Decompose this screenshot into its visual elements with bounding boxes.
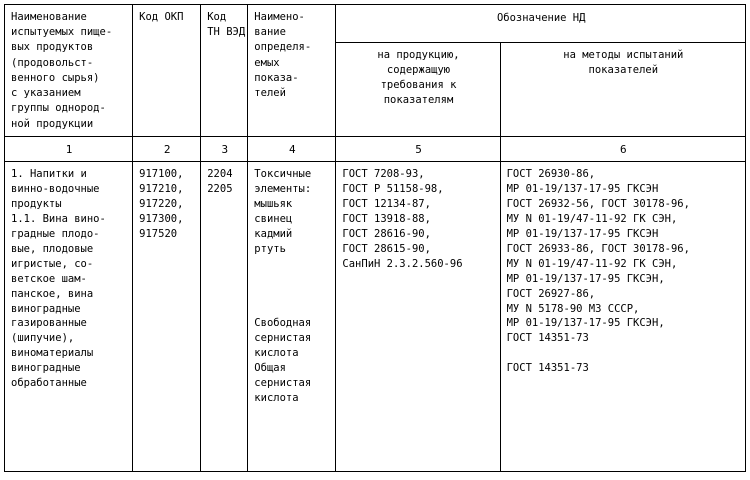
- header-line: Код ОКП: [139, 11, 184, 23]
- header-line: Наимено-: [254, 11, 305, 23]
- text-line: виноградные: [11, 302, 81, 315]
- header-line: емых: [254, 56, 280, 69]
- text-line: Общая: [254, 362, 286, 375]
- text-line: винно-водочные: [11, 183, 100, 196]
- text-line: 917210,: [139, 183, 184, 196]
- text-line: 2204: [207, 168, 233, 181]
- header-line: телей: [254, 87, 286, 100]
- column-number: 6: [500, 136, 745, 162]
- text-line: сернистая: [254, 332, 312, 345]
- header-line: вание: [254, 26, 286, 39]
- text-line: виноматериалы: [11, 347, 94, 360]
- spacer: [254, 257, 330, 272]
- text-line: 917520: [139, 227, 178, 240]
- cell-nd-product: [336, 162, 500, 472]
- text-line: 917100,: [139, 168, 184, 181]
- column-number: 4: [248, 136, 336, 162]
- header-cell-indicators: [248, 5, 336, 137]
- header-cell-nd-product: [336, 42, 500, 136]
- spacer: [254, 272, 330, 287]
- text-line: ГОСТ 13918-88,: [342, 213, 431, 226]
- header-line: Наименование: [11, 11, 87, 23]
- header-line: группы однород-: [11, 102, 106, 115]
- text-line: 1. Напитки и: [11, 168, 87, 181]
- text-line: игристые, со-: [11, 257, 94, 270]
- text-line: панское, вина: [11, 287, 94, 300]
- text-line: ГОСТ 7208-93,: [342, 168, 425, 181]
- header-line: показателей: [588, 63, 659, 76]
- text-line: ГОСТ 28615-90,: [342, 242, 431, 255]
- header-line: на методы испытаний: [563, 48, 684, 61]
- text-line: градные плодо-: [11, 227, 100, 240]
- column-number: 1: [5, 136, 133, 162]
- text-line: МР 01-19/137-17-95 ГКСЭН,: [506, 317, 665, 330]
- text-line: МР 01-19/137-17-95 ГКСЭН: [506, 183, 659, 196]
- table-row: [5, 162, 746, 472]
- text-line: ГОСТ Р 51158-98,: [342, 183, 444, 196]
- text-line: вые, плодовые: [11, 242, 94, 255]
- header-line: ной продукции: [11, 117, 94, 130]
- column-number: 5: [336, 136, 500, 162]
- text-line: ГОСТ 26930-86,: [506, 168, 596, 181]
- text-line: ртуть: [254, 242, 286, 255]
- cell-tnved-code: [201, 162, 248, 472]
- text-line: 917220,: [139, 198, 184, 211]
- column-number: 3: [201, 136, 248, 162]
- text-line: обработанные: [11, 377, 87, 390]
- text-line: свинец: [254, 213, 293, 226]
- text-line: МР 01-19/137-17-95 ГКСЭН,: [506, 272, 665, 285]
- table-header-row: [5, 5, 746, 43]
- column-number-row: [5, 136, 746, 162]
- spacer: [507, 346, 740, 361]
- column-number: 2: [133, 136, 201, 162]
- header-line: Код: [207, 11, 227, 23]
- text-line: сернистая: [254, 377, 312, 390]
- header-line: требования к: [380, 78, 457, 91]
- text-line: Токсичные: [254, 168, 312, 181]
- text-line: МУ N 01-19/47-11-92 ГК СЭН,: [506, 257, 678, 270]
- spacer: [254, 287, 330, 302]
- header-line: определя-: [254, 41, 312, 54]
- header-cell-nd-designation: Обозначение НД: [336, 5, 746, 43]
- text-line: Свободная: [254, 317, 312, 330]
- text-line: 917300,: [139, 213, 184, 226]
- header-cell-nd-methods: [500, 42, 745, 136]
- text-line: (шипучие),: [11, 332, 75, 345]
- text-line: ГОСТ 14351-73: [506, 362, 589, 375]
- text-line: мышьяк: [254, 198, 293, 211]
- header-cell-name: [5, 5, 133, 137]
- header-line: содержащую: [386, 63, 451, 76]
- header-cell-tnved-code: [201, 5, 248, 137]
- header-line: показателям: [383, 94, 454, 107]
- header-cell-okp-code: [133, 5, 201, 137]
- text-line: ГОСТ 28616-90,: [342, 227, 431, 240]
- header-line: с указанием: [11, 87, 81, 100]
- cell-product-name: [5, 162, 133, 472]
- text-line: ГОСТ 26932-56, ГОСТ 30178-96,: [506, 198, 690, 211]
- text-line: ГОСТ 14351-73: [506, 332, 589, 345]
- text-line: ветское шам-: [11, 272, 87, 285]
- text-line: 1.1. Вина вино-: [11, 213, 106, 226]
- text-line: кислота: [254, 391, 299, 404]
- text-line: виноградные: [11, 362, 81, 375]
- text-line: МУ N 5178-90 МЗ СССР,: [506, 302, 640, 315]
- text-line: кадмий: [254, 227, 293, 240]
- text-line: 2205: [207, 183, 233, 196]
- text-line: кислота: [254, 347, 299, 360]
- standards-table: [4, 4, 746, 472]
- header-line: ТН ВЭД: [207, 26, 246, 39]
- cell-okp-code: [133, 162, 201, 472]
- text-line: МР 01-19/137-17-95 ГКСЭН: [506, 227, 659, 240]
- cell-indicators: [248, 162, 336, 472]
- text-line: элементы:: [254, 183, 312, 196]
- header-line: (продовольст-: [11, 56, 94, 69]
- text-line: МУ N 01-19/47-11-92 ГК СЭН,: [506, 213, 678, 226]
- text-line: продукты: [11, 198, 62, 211]
- header-line: на продукцию,: [377, 48, 460, 61]
- header-line: показа-: [254, 71, 299, 84]
- text-line: ГОСТ 12134-87,: [342, 198, 431, 211]
- header-line: венного сырья): [11, 71, 100, 84]
- text-line: ГОСТ 26927-86,: [506, 287, 596, 300]
- text-line: газированные: [11, 317, 87, 330]
- header-line: испытуемых пище-: [11, 26, 113, 39]
- header-line: вых продуктов: [11, 41, 94, 54]
- spacer: [254, 302, 330, 317]
- text-line: СанПиН 2.3.2.560-96: [342, 257, 463, 270]
- cell-nd-methods: [500, 162, 745, 472]
- text-line: ГОСТ 26933-86, ГОСТ 30178-96,: [506, 242, 690, 255]
